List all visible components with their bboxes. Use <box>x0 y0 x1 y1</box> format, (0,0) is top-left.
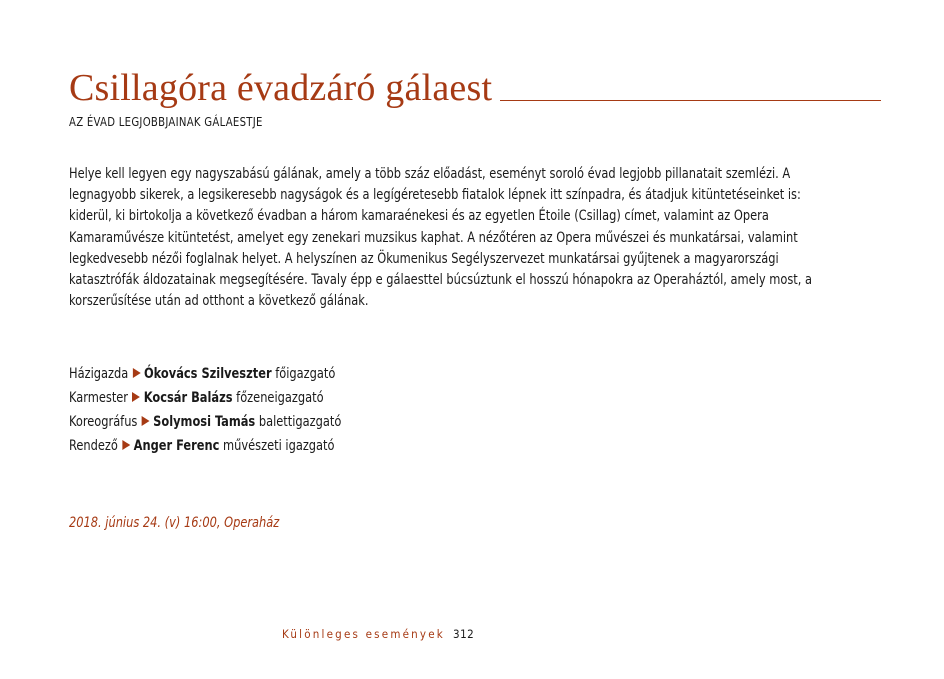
credit-conductor <box>69 386 594 410</box>
title-row <box>69 66 881 110</box>
credit-host <box>69 362 594 386</box>
intro-text: Helye kell legyen egy nagyszabású gálának, amely a több száz előadást, eseményt soroló évad legjobb pillanatait szemlézi. A legnagyobb sikerek, a legsikeresebb nagyságok és a legígéretesebb fiatalok lépnek itt színpadra, és átadjuk kitüntetéseinket is: kiderül, ki birtokolja a következő évadban a három kamaraénekesi és az egyetlen Étoile (Csillag) címet, valamint az Opera Kamaraművésze kitüntetést, amelyet egy zenekari muzsikus kaphat. A nézőtéren az Opera művészei és munkatársai, valamint legkedvesebb nézői foglalnak helyet. A helyszínen az Ökumenikus Segélyszervezet munkatársai gyűjtenek a magyarországi katasztrófák áldozatainak megsegítésére. Tavaly épp e gálaesttel búcsúztunk el hosszú hónapokra az Operaháztól, amely most, a korszerűsítése után ad otthont a következő gálának. <box>69 166 813 310</box>
triangle-arrow-icon <box>132 392 140 402</box>
credit-director <box>69 434 594 458</box>
page-title: Csillagóra évadzáró gálaest <box>69 67 493 109</box>
credit-role: Koreográfus <box>69 414 138 430</box>
credit-name: Solymosi Tamás <box>153 414 256 430</box>
credit-name: Kocsár Balázs <box>143 390 233 406</box>
title-rule <box>500 100 881 101</box>
credit-title: balettigazgató <box>258 414 342 430</box>
credit-title: főzeneigazgató <box>236 390 324 406</box>
credit-role: Házigazda <box>69 366 129 382</box>
credits-list <box>69 362 594 458</box>
credit-role: Karmester <box>69 390 129 406</box>
credit-choreographer <box>69 410 594 434</box>
page-footer <box>282 627 474 641</box>
footer-section-title: Különleges események <box>282 627 445 641</box>
credit-title: művészeti igazgató <box>223 438 335 454</box>
triangle-arrow-icon <box>142 416 150 426</box>
credit-title: főigazgató <box>275 366 336 382</box>
credit-role: Rendező <box>69 438 118 454</box>
performance-date: 2018. június 24. (v) 16:00, Operaház <box>69 515 280 531</box>
credit-name: Anger Ferenc <box>133 438 220 454</box>
intro-paragraph <box>69 164 839 312</box>
credit-name: Ókovács Szilveszter <box>143 366 272 382</box>
page-subtitle: AZ ÉVAD LEGJOBBJAINAK GÁLAESTJE <box>69 114 263 129</box>
triangle-arrow-icon <box>133 368 141 378</box>
triangle-arrow-icon <box>122 440 130 450</box>
page-number: 312 <box>453 627 475 641</box>
